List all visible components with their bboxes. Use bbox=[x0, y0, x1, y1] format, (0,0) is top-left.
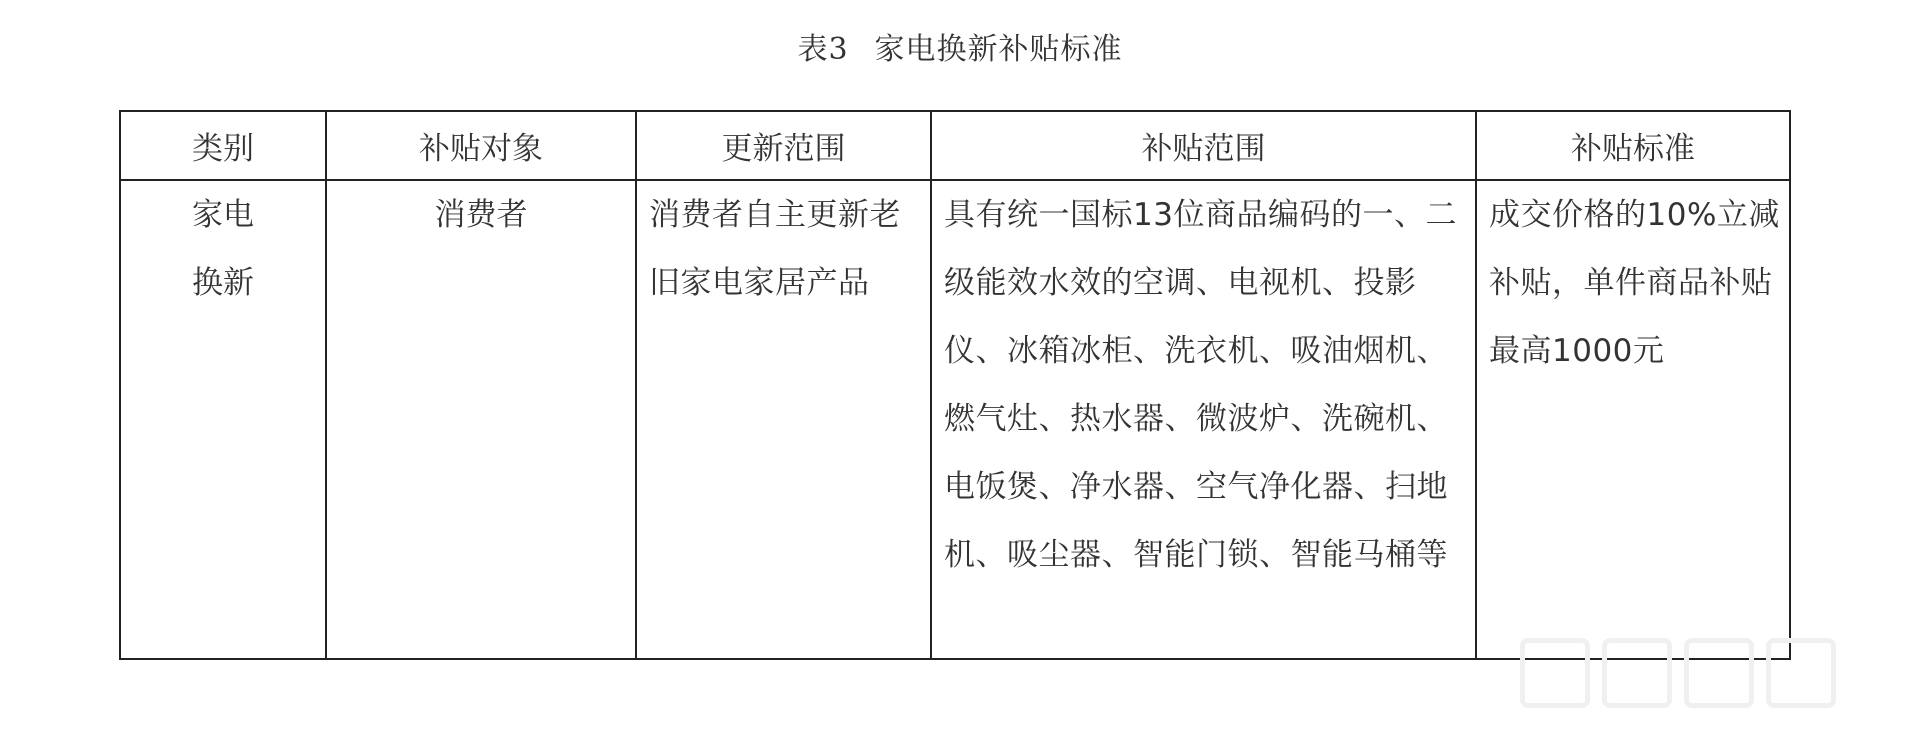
cell-update-scope: 消费者自主更新老旧家电家居产品 bbox=[636, 180, 931, 659]
header-subsidy-scope: 补贴范围 bbox=[931, 111, 1476, 180]
watermark-mark bbox=[1520, 638, 1590, 708]
watermark-mark bbox=[1602, 638, 1672, 708]
cell-subsidy-scope: 具有统一国标13位商品编码的一、二级能效水效的空调、电视机、投影仪、冰箱冰柜、洗衣机、吸油烟机、燃气灶、热水器、微波炉、洗碗机、电饭煲、净水器、空气净化器、扫地机、吸尘器、智能门锁、智能马桶等 bbox=[931, 180, 1476, 659]
table-title: 家电换新补贴标准 bbox=[874, 32, 1123, 67]
table-row bbox=[120, 180, 1790, 659]
watermark-mark bbox=[1684, 638, 1754, 708]
table-caption bbox=[0, 24, 1920, 68]
header-category: 类别 bbox=[120, 111, 326, 180]
cell-target: 消费者 bbox=[326, 180, 636, 659]
header-target: 补贴对象 bbox=[326, 111, 636, 180]
cell-standard: 成交价格的10%立减补贴，单件商品补贴最高1000元 bbox=[1476, 180, 1790, 659]
cell-category: 家电换新 bbox=[120, 180, 326, 659]
table-header-row bbox=[120, 111, 1790, 180]
subsidy-standard-table bbox=[119, 110, 1791, 660]
header-update-scope: 更新范围 bbox=[636, 111, 931, 180]
watermark-logo bbox=[1520, 628, 1890, 718]
header-standard: 补贴标准 bbox=[1476, 111, 1790, 180]
table-number: 表3 bbox=[797, 32, 849, 67]
watermark-mark bbox=[1766, 638, 1836, 708]
